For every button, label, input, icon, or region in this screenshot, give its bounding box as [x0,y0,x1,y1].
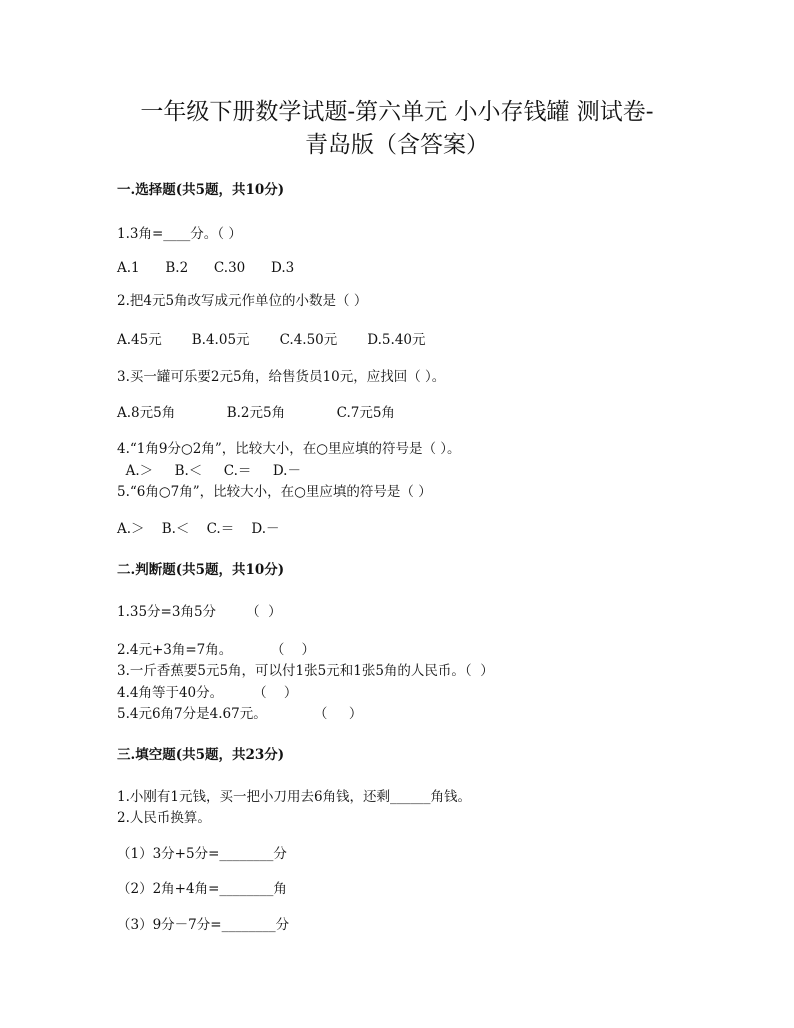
question-3-1: 1.小刚有1元钱，买一把小刀用去6角钱，还剩______角钱。 [117,789,472,805]
question-1-4-options: A.＞ B.＜ C.＝ D.－ [117,463,301,479]
question-1-5-options: A.＞ B.＜ C.＝ D.－ [117,521,280,537]
question-3-2-3: （3）9分－7分=________分 [117,917,290,933]
question-1-1-options: A.1 B.2 C.30 D.3 [117,260,295,276]
question-1-4: 4.“1角9分○2角”，比较大小，在○里应填的符号是（ ）。 [117,441,461,457]
question-2-2: 2.4元+3角=7角。 （ ） [117,642,316,658]
document-title-line1: 一年级下册数学试题-第六单元 小小存钱罐 测试卷- [140,99,654,125]
question-2-5: 5.4元6角7分是4.67元。 （ ） [117,706,363,722]
question-2-3: 3.一斤香蕉要5元5角，可以付1张5元和1张5角的人民币。（ ） [117,663,494,679]
question-1-1: 1.3角=____分。（ ） [117,226,242,242]
question-2-1: 1.35分=3角5分 （ ） [117,604,282,620]
question-1-3: 3.买一罐可乐要2元5角，给售货员10元，应找回（ ）。 [117,369,446,385]
section-heading-choice: 一.选择题(共5题，共10分) [117,182,285,198]
document-title-line2: 青岛版（含答案） [305,132,489,158]
question-3-2-2: （2）2角+4角=________角 [117,881,287,897]
question-1-2-options: A.45元 B.4.05元 C.4.50元 D.5.40元 [117,332,426,348]
question-2-4: 4.4角等于40分。 （ ） [117,685,298,701]
question-3-2-1: （1）3分+5分=________分 [117,846,287,862]
section-heading-fill-in: 三.填空题(共5题，共23分) [117,747,285,763]
section-heading-judgement: 二.判断题(共5题，共10分) [117,562,285,578]
question-3-2: 2.人民币换算。 [117,810,211,826]
question-1-3-options: A.8元5角 B.2元5角 C.7元5角 [117,405,395,421]
question-1-2: 2.把4元5角改写成元作单位的小数是（ ） [117,293,368,309]
question-1-5: 5.“6角○7角”，比较大小，在○里应填的符号是（ ） [117,484,432,500]
